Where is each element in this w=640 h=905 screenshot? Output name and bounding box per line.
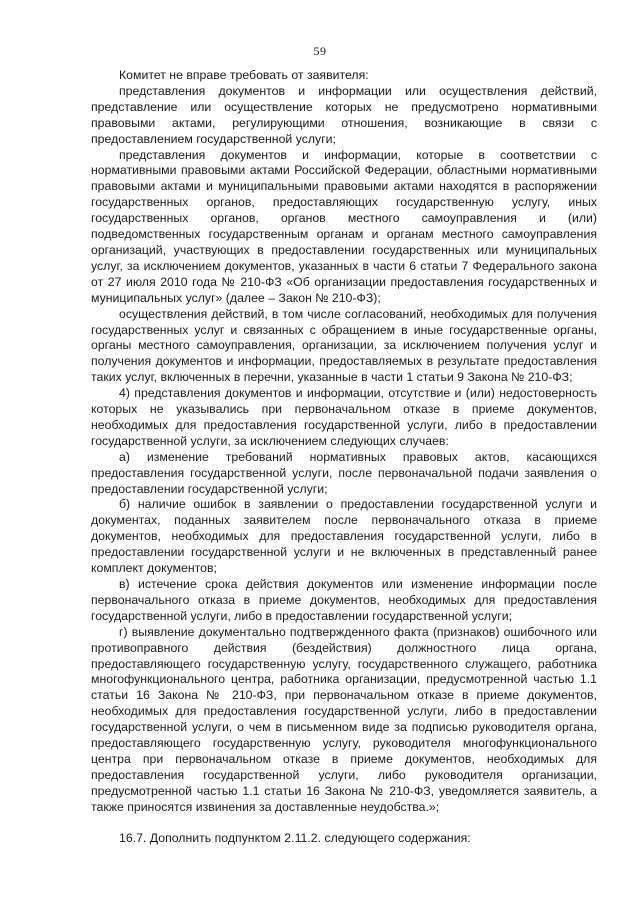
paragraph-item-1: представления документов и информации или осуществления действий, представление или осуществление которых не предусмотрено нормативными правовыми актами, регулирующими отношения, возникающие в связи с предоставлением государственной услуги; [91, 83, 597, 146]
paragraph-subitem-b: б) наличие ошибок в заявлении о предоставлении государственной услуги и документах, поданных заявителем после первоначального отказа в приеме документов, необходимых для предоставления государственной услуги, либо в предоставлении государственной услуги и не включенных в представленный ранее комплект документов; [91, 497, 597, 576]
paragraph-amendment: 16.7. Дополнить подпунктом 2.11.2. следующего содержания: [119, 830, 471, 845]
paragraph-subitem-v: в) истечение срока действия документов или изменение информации после первоначального отказа в приеме документов, необходимых для предоставления государственной услуги, либо в предоставлении государственной услуги; [91, 577, 597, 623]
paragraph-subitem-g: г) выявление документально подтвержденного факта (признаков) ошибочного или противоправного действия (бездействия) должностного лица органа, предоставляющего государственную услугу, государственного служащего, работника многофункционального центра, работника организации, предусмотренной частью 1.1 статьи 16 Закона № 210-ФЗ, при первоначальном отказе в приеме документов, необходимых для предоставления государственной услуги, либо в предоставлении государственной услуги, о чем в письменном виде за подписью руководителя органа, предоставляющего государственную услугу, руководителя многофункционального центра при первоначальном отказе в приеме документов, необходимых для предоставления государственной услуги, либо руководителя организации, предусмотренной частью 1.1 статьи 16 Закона № 210-ФЗ, уведомляется заявитель, а также приносятся извинения за доставленные неудобства.»; [91, 624, 597, 814]
paragraph-item-3: осуществления действий, в том числе согласований, необходимых для получения государственных услуг и связанных с обращением в иные государственные органы, органы местного самоуправления, организации, за исключением получения услуг и получения документов и информации, предоставляемых в результате предоставления таких услуг, включенных в перечни, указанные в части 1 статьи 9 Закона № 210-ФЗ; [91, 306, 597, 385]
paragraph-subitem-a: а) изменение требований нормативных правовых актов, касающихся предоставления государственной услуги, после первоначальной подачи заявления о предоставлении государственной услуги; [91, 449, 597, 496]
paragraph-item-4: 4) представления документов и информации, отсутствие и (или) недостоверность которых не указывались при первоначальном отказе в приеме документов, необходимых для предоставления государственной услуги, либо в предоставлении государственной услуги, за исключением следующих случаев: [91, 386, 597, 448]
document-body [91, 68, 597, 847]
paragraph-intro: Комитет не вправе требовать от заявителя: [119, 68, 369, 82]
page-number: 59 [313, 44, 327, 58]
paragraph-item-2: представления документов и информации, которые в соответствии с нормативными правовыми актами Российской Федерации, областными нормативными правовыми актами и муниципальными правовыми актами находятся в распоряжении государственных органов, предоставляющих государственную услугу, иных государственных органов, органов местного самоуправления и (или) подведомственных государственным органам и органам местного самоуправления организаций, участвующих в предоставлении государственных или муниципальных услуг, за исключением документов, указанных в части 6 статьи 7 Федерального закона от 27 июля 2010 года № 210-ФЗ «Об организации предоставления государственных и муниципальных услуг» (далее – Закон № 210-ФЗ); [91, 147, 597, 305]
